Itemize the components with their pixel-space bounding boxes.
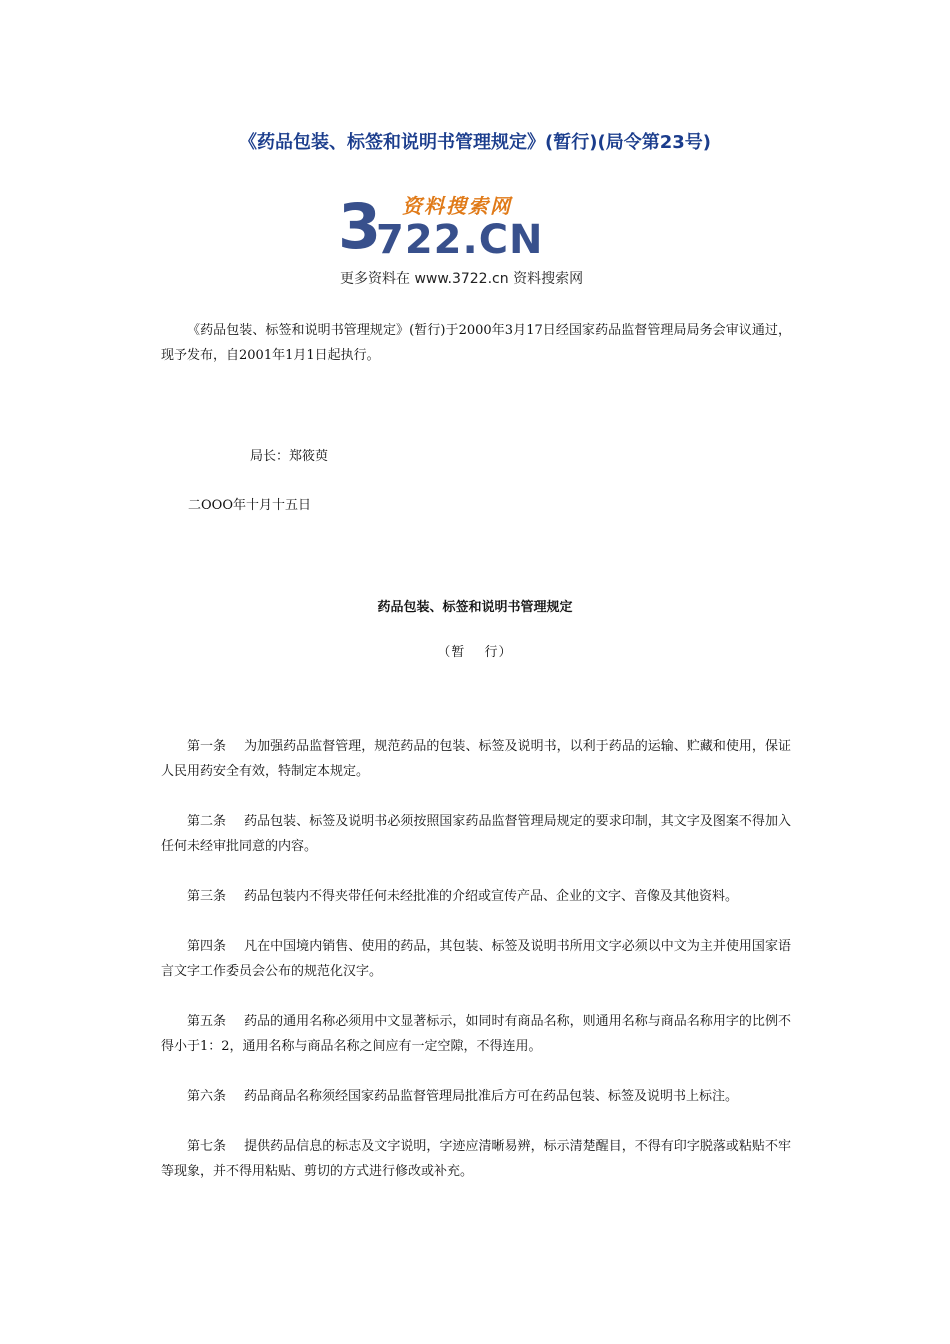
date-line: 二OOO年十月十五日 — [188, 498, 311, 513]
article-label: 第三条 — [187, 889, 227, 904]
article-text: 为加强药品监督管理，规范药品的包装、标签及说明书，以利于药品的运输、贮藏和使用，保证人民用药安全有效，特制定本规定。 — [161, 739, 791, 779]
article-3 — [161, 884, 791, 909]
article-text: 药品包装、标签及说明书必须按照国家药品监督管理局规定的要求印制，其文字及图案不得加入任何未经审批同意的内容。 — [161, 814, 791, 854]
document-title: 《药品包装、标签和说明书管理规定》(暂行)(局令第23号) — [239, 132, 711, 153]
article-1 — [161, 734, 791, 784]
article-text: 凡在中国境内销售、使用的药品，其包装、标签及说明书所用文字必须以中文为主并使用国家语言文字工作委员会公布的规范化汉字。 — [161, 939, 791, 979]
article-6 — [161, 1084, 791, 1109]
article-7 — [161, 1134, 791, 1184]
article-text: 药品包装内不得夹带任何未经批准的介绍或宣传产品、企业的文字、音像及其他资料。 — [244, 889, 739, 904]
logo-chinese-name: 资料搜索网 — [402, 194, 512, 218]
intro-paragraph: 《药品包装、标签和说明书管理规定》(暂行)于2000年3月17日经国家药品监督管理局局务会审议通过，现予发布，自2001年1月1日起执行。 — [161, 323, 791, 363]
signature-line: 局长：郑筱萸 — [250, 449, 329, 464]
article-label: 第七条 — [187, 1139, 227, 1154]
article-5 — [161, 1009, 791, 1059]
section-title: 药品包装、标签和说明书管理规定 — [377, 600, 573, 615]
section-subtitle: （暂 行） — [437, 645, 513, 660]
article-text: 药品的通用名称必须用中文显著标示，如同时有商品名称，则通用名称与商品名称用字的比例不得小于1：2，通用名称与商品名称之间应有一定空隙，不得连用。 — [161, 1014, 791, 1054]
article-2 — [161, 809, 791, 859]
article-label: 第六条 — [187, 1089, 227, 1104]
logo-digit: 3 — [338, 190, 380, 263]
article-4 — [161, 934, 791, 984]
article-label: 第五条 — [187, 1014, 227, 1029]
article-text: 提供药品信息的标志及文字说明，字迹应清晰易辨，标示清楚醒目，不得有印字脱落或粘贴不牢等现象，并不得用粘贴、剪切的方式进行修改或补充。 — [161, 1139, 791, 1179]
logo-domain: 722.CN — [376, 217, 544, 263]
article-label: 第四条 — [187, 939, 227, 954]
site-logo[interactable] — [338, 192, 628, 292]
article-text: 药品商品名称须经国家药品监督管理局批准后方可在药品包装、标签及说明书上标注。 — [244, 1089, 739, 1104]
article-label: 第二条 — [187, 814, 227, 829]
article-label: 第一条 — [187, 739, 227, 754]
logo-tagline: 更多资料在 www.3722.cn 资料搜索网 — [340, 271, 584, 287]
